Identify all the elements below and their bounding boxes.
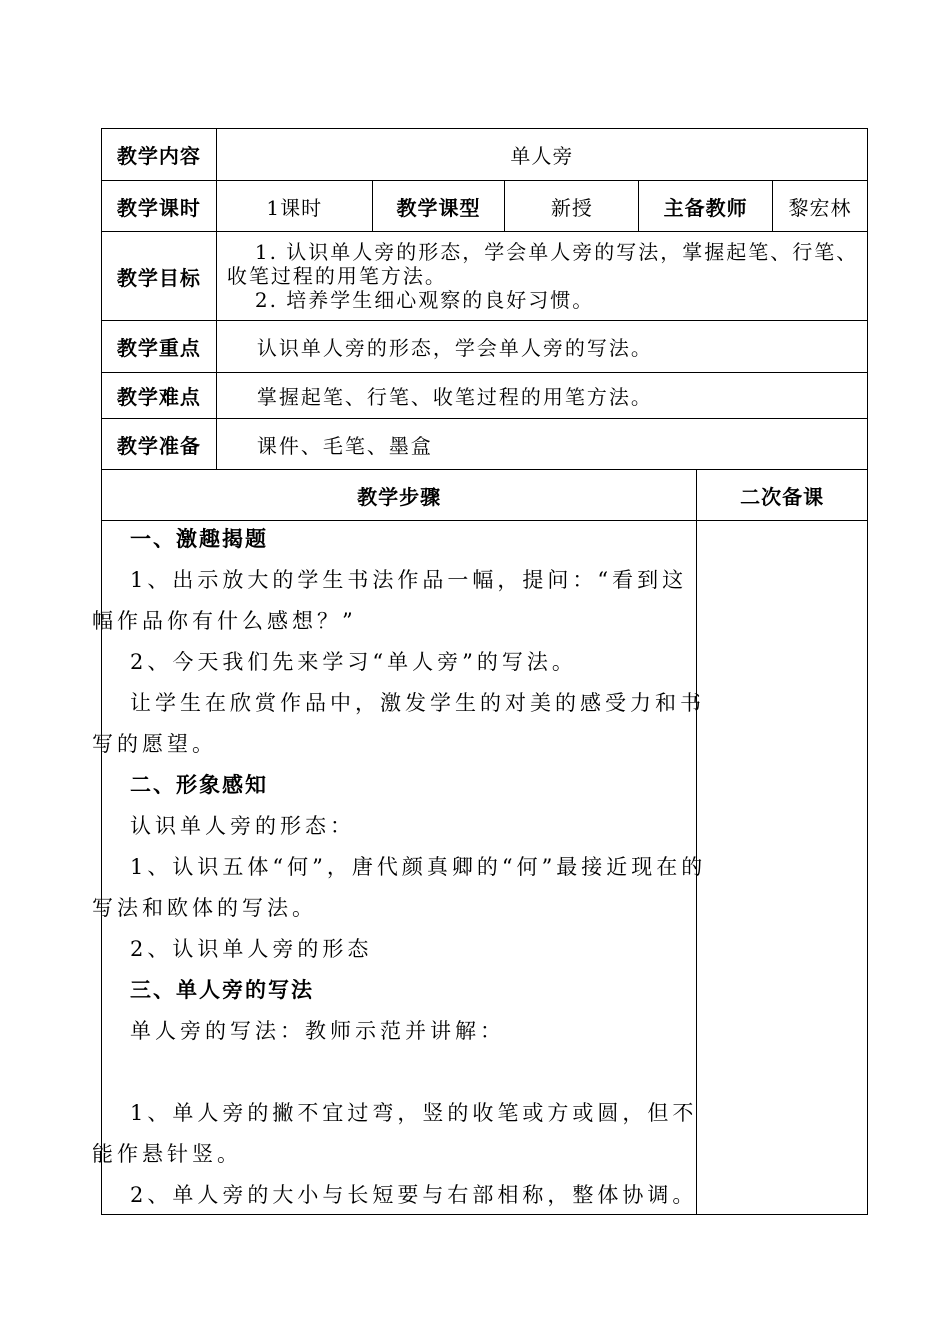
type-label: 教学课型 — [372, 181, 505, 232]
step-paragraph: 让学生在欣赏作品中，激发学生的对美的感受力和书写的愿望。 — [92, 691, 705, 756]
teacher-label: 主备教师 — [639, 181, 773, 232]
section-title: 一、激趣揭题 — [130, 527, 268, 551]
step-paragraph: 认识单人旁的形态： — [130, 814, 355, 838]
content-label: 教学内容 — [102, 129, 217, 181]
step-paragraph: 1、单人旁的撇不宜过弯，竖的收笔或方或圆，但不能作悬针竖。 — [92, 1101, 698, 1166]
steps-header: 教学步骤 — [102, 470, 697, 521]
section-title: 三、单人旁的写法 — [130, 978, 314, 1002]
step-paragraph: 1、认识五体“何”，唐代颜真卿的“何”最接近现在的写法和欧体的写法。 — [92, 855, 707, 920]
second-prep-cell — [697, 521, 868, 1215]
second-prep-header: 二次备课 — [697, 470, 868, 521]
step-paragraph: 2、单人旁的大小与长短要与右部相称，整体协调。 — [130, 1183, 698, 1207]
difficulty-label: 教学难点 — [102, 373, 217, 419]
hours-value: 1课时 — [216, 181, 372, 232]
focus-value: 认识单人旁的形态，学会单人旁的写法。 — [216, 321, 867, 373]
section-title: 二、形象感知 — [130, 773, 268, 797]
step-paragraph: 1、出示放大的学生书法作品一幅，提问：“看到这幅作品你有什么感想？” — [92, 568, 688, 633]
focus-label: 教学重点 — [102, 321, 217, 373]
teacher-value: 黎宏林 — [773, 181, 868, 232]
difficulty-value: 掌握起笔、行笔、收笔过程的用笔方法。 — [216, 373, 867, 419]
goal-item: 1. 认识单人旁的形态，学会单人旁的写法，掌握起笔、行笔、收笔过程的用笔方法。 — [226, 240, 859, 288]
hours-label: 教学课时 — [102, 181, 217, 232]
prep-value: 课件、毛笔、墨盒 — [216, 419, 867, 470]
step-paragraph: 2、认识单人旁的形态 — [130, 937, 373, 961]
content-value: 单人旁 — [216, 129, 867, 181]
prep-label: 教学准备 — [102, 419, 217, 470]
goals-cell — [216, 232, 867, 321]
blank-line — [92, 1052, 710, 1093]
step-paragraph: 2、今天我们先来学习“单人旁”的写法。 — [130, 650, 577, 674]
goals-label: 教学目标 — [102, 232, 217, 321]
goal-item: 2. 培养学生细心观察的良好习惯。 — [254, 288, 595, 312]
step-paragraph: 单人旁的写法：教师示范并讲解： — [130, 1019, 505, 1043]
lesson-info-table — [101, 128, 868, 470]
type-value: 新授 — [505, 181, 639, 232]
steps-content — [92, 519, 710, 1216]
